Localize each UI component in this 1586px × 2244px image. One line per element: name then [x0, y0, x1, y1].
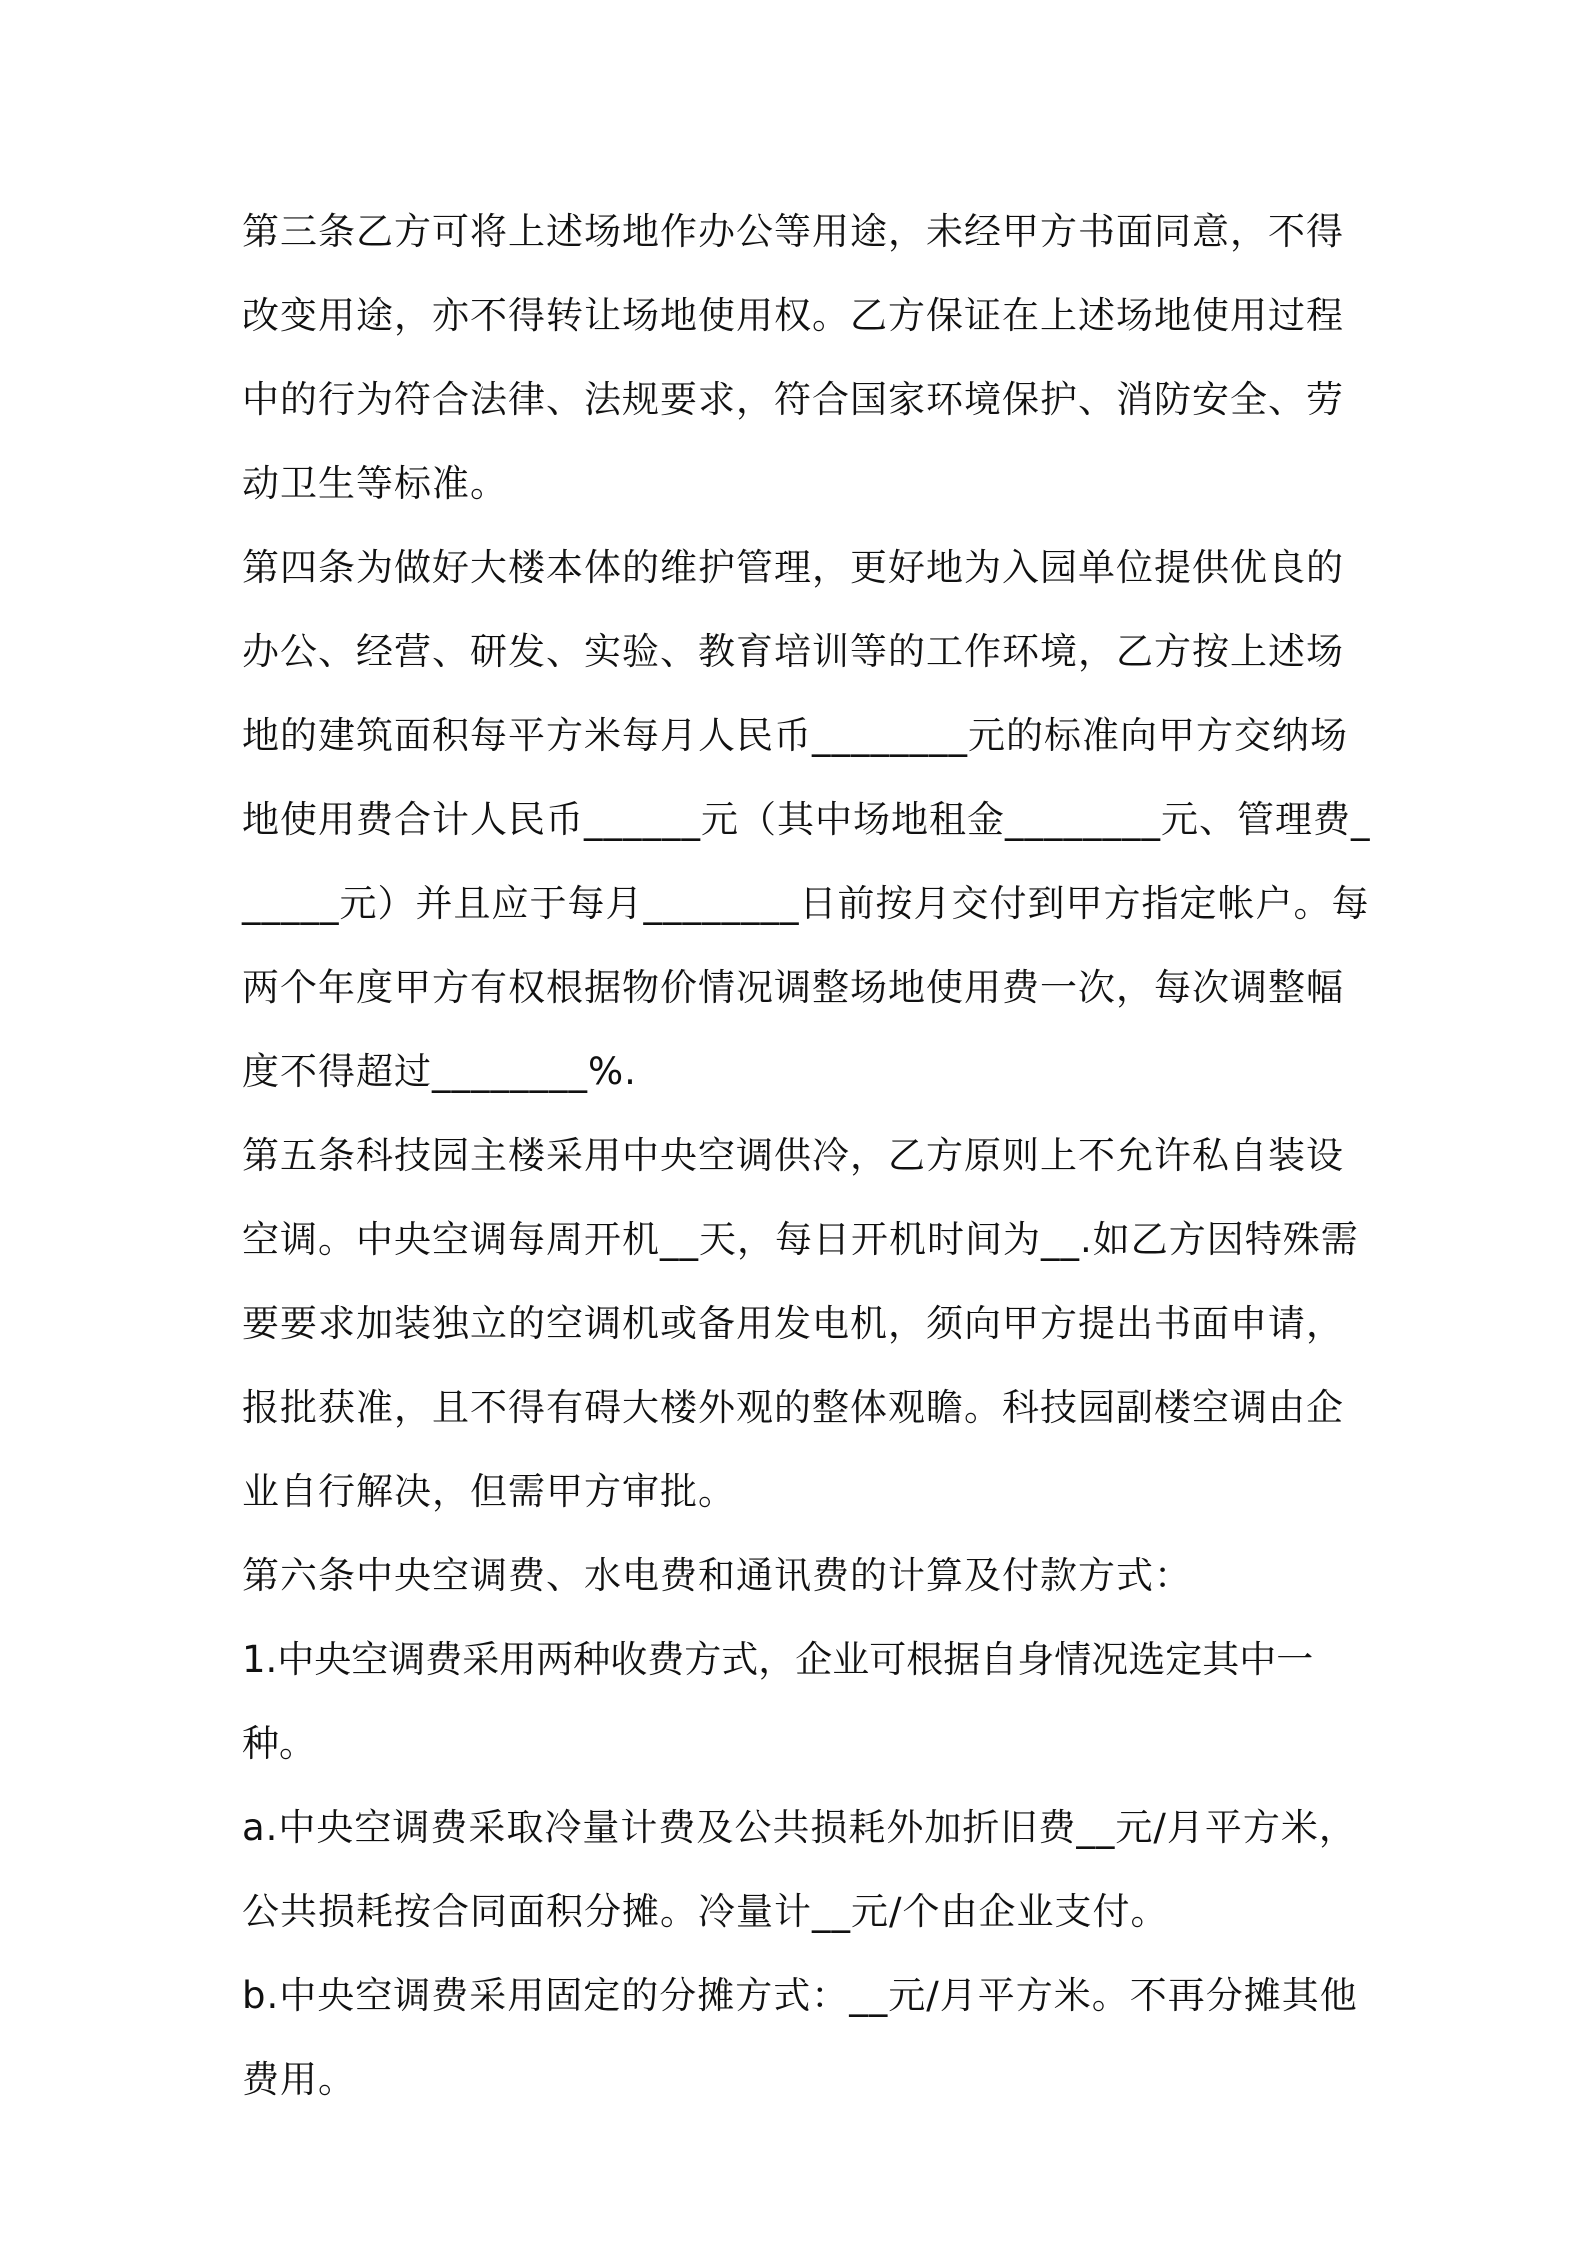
- article-6-heading: 第六条中央空调费、水电费和通讯费的计算及付款方式：: [242, 1554, 1192, 1597]
- document-body: [242, 190, 1372, 2122]
- article-4-paragraph: 第四条为做好大楼本体的维护管理，更好地为入园单位提供优良的办公、经营、研发、实验、教育培训等的工作环境，乙方按上述场地的建筑面积每平方米每月人民币________元的标准向甲方交纳场地使用费合计人民币______元（其中场地租金________元、管理费______元）并且应于每月________日前按月交付到甲方指定帐户。每两个年度甲方有权根据物价情况调整场地使用费一次，每次调整幅度不得超过________%.: [242, 546, 1371, 1093]
- item-1-paragraph: 1.中央空调费采用两种收费方式，企业可根据自身情况选定其中一种。: [242, 1638, 1314, 1765]
- item-b-paragraph: b.中央空调费采用固定的分摊方式：__元/月平方米。不再分摊其他费用。: [242, 1974, 1358, 2101]
- item-a-paragraph: a.中央空调费采取冷量计费及公共损耗外加折旧费__元/月平方米，公共损耗按合同面积分摊。冷量计__元/个由企业支付。: [242, 1806, 1357, 1933]
- article-3-paragraph: 第三条乙方可将上述场地作办公等用途，未经甲方书面同意，不得改变用途，亦不得转让场地使用权。乙方保证在上述场地使用过程中的行为符合法律、法规要求，符合国家环境保护、消防安全、劳动卫生等标准。: [242, 210, 1344, 505]
- article-5-paragraph: 第五条科技园主楼采用中央空调供冷，乙方原则上不允许私自装设空调。中央空调每周开机__天，每日开机时间为__.如乙方因特殊需要要求加装独立的空调机或备用发电机，须向甲方提出书面申请，报批获准，且不得有碍大楼外观的整体观瞻。科技园副楼空调由企业自行解决，但需甲方审批。: [242, 1134, 1359, 1513]
